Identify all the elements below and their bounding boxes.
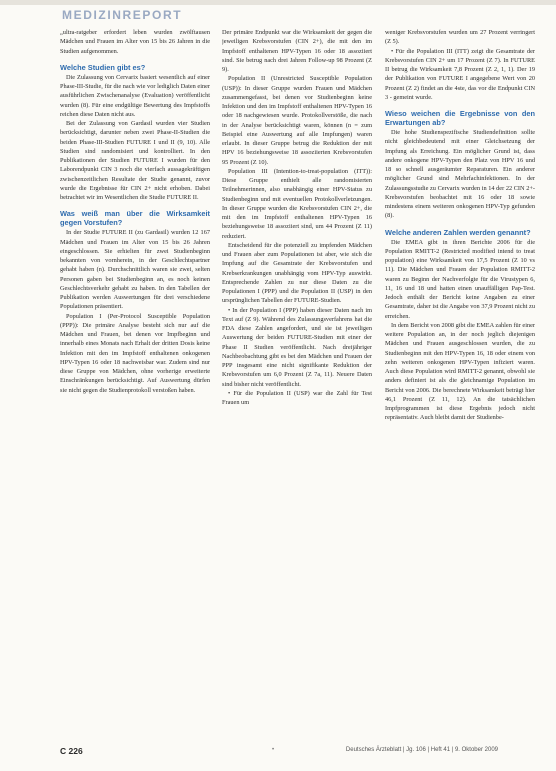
body-paragraph: Die hohe Studienspezifische Studiendefinition sollte nicht gleichbedeutend mit einer Gleichsetzung der Impfung als Erreichung. Ein möglicher Grund ist, dass andere onkogene HPV-Typen den Platz von HPV 16 und 18 so schnell ausgeräumter Reparaturen. Ein anderer möglicher Grund sind Mehrfachinfektionen. In der Zulassungsstudie zu Cervarix wurden in 14 der 22 CIN 2+-Krebsvorstufen beobachtet mit 16 oder 18 sowie mindestens einem weiteren onkogenen HPV-Typ gefunden (8).: [385, 129, 535, 220]
body-paragraph: • Für die Population III (ITT) zeigt die Gesamtrate der Krebsvorstufen CIN 2+ um 17 Prozent (Z 7). In FUTURE II betrug die Wirksamkeit 7,8 Prozent (Z 2, 1, 1). Der 19 der Publikation von FUTURE I angegebene Wert von 20 Prozent (Z 2) findet an die 4ste, das vor die Endpunkt CIN 3 - gemeint wurde.: [385, 47, 535, 101]
page-number: C 226: [60, 746, 83, 756]
page-footer: [0, 744, 556, 764]
section-heading: Wieso weichen die Ergebnisse von den Erwartungen ab?: [385, 109, 535, 127]
journal-citation: Deutsches Ärzteblatt | Jg. 106 | Heft 41 | 9. Oktober 2009: [345, 747, 498, 753]
section-heading: Was weiß man über die Wirksamkeit gegen Vorstufen?: [60, 209, 210, 228]
body-paragraph: Der primäre Endpunkt war die Wirksamkeit der gegen die jeweiligen Krebsvorstufen (CIN 2+), die mit den im Impfstoff enthaltenen HPV-Typen 16 oder 18 assoziiert sind. Sie betrug nach drei Jahren Follow-up 98 Prozent (Z 9).: [222, 29, 372, 73]
body-paragraph: „ultra-ratgeber erfordert leben wurden zwölftausen Mädchen und Frauen im Alter von 15 bis 26 Jahren in die Studien aufgenommen.: [60, 29, 210, 55]
section-heading: Welche Studien gibt es?: [60, 62, 146, 72]
body-paragraph: Entscheidend für die potenziell zu impfenden Mädchen und Frauen aber zum Populationen ist aber, wie sich die Impfung auf die Gesamtrate der Krebsvorstufen und Krebserkrankungen unabhängig vom HPV-Typ auswirkt. Entsprechende Zahlen zu nur diese Daten zu die Populationen I (PPP) und die Population II (USP) in den ursprünglichen Tabellen der FUTURE-Studien.: [222, 241, 372, 305]
section-heading: Welche anderen Zahlen werden genannt?: [385, 227, 531, 237]
body-paragraph: In dem Bericht von 2008 gibt die EMEA zahlen für einer weitere Population an, in der noch jeglich diejenigen Mädchen und Frauen ausgeschlossen wurden, die zu Studienbeginn mit den HPV-Typen 16, 18 oder einem von zehn weiteren onkogenen HPV-Typen infiziert waren. Auch diese Population wird RMITT-2 genannt, obwohl sie anders definiert ist als die gleichnamige Population im Bericht von 2006. Die berechnete Wirksamkeit beträgt hier 46,1 Prozent (Z 11, 12). An die tatsächlichen Impfprogrammen ist diese Ergebnis jedoch nicht repräsentativ. Auch bleibt damit der Studienbe-: [385, 321, 535, 422]
body-paragraph: Population III (Intention-to-treat-population (ITT)): Diese Gruppe enthielt alle randomisierten Teilnehmerinnen, also unabhängig einer HPV-Status zu Studienbeginn und mit eventuellen Protokollverletzungen. In dieser Gruppe wurden die Krebsvorstufen CIN 2+, die mit den im Impfstoff enthaltenen HPV-Typen 16 beziehungsweise 18 assoziiert sind, um 44 Prozent (Z 11) reduziert.: [222, 167, 372, 240]
body-paragraph: • Für die Population II (USP) war die Zahl für Test Frauen um: [222, 389, 372, 406]
body-paragraph: • In der Population I (PPP) haben dieser Daten nach im Text auf (Z 9). Während des Zulassungsverfahrens hat die FDA diese Zahlen angefordert, und sie ist jeweiligen Auswertung der beiden FUTURE-Studien mit einer der Phase II Studien veröffentlicht. Nach dreijähriger Nachbeobachtung gibt es bei den Mädchen und Frauen der PPP insgesamt eine nicht signifikante Reduktion der Krebsvorstufen um 6,0 Prozent (Z 7a, 11). Neuere Daten sind bisher nicht veröffentlicht.: [222, 306, 372, 388]
text-column-1: [60, 28, 210, 740]
body-paragraph: Population II (Unrestricted Susceptible Population (USP)): In dieser Gruppe wurden Frauen und Mädchen zusammengefasst, bei denen vor Studienbeginn keine Infektion und den im Impfstoff enthaltenen HPV-Typen 16 oder 18 nachgewiesen wurde. Protokollverstöße, die nach in der Analyse berücksichtigt waren, können (n = zum Beispiel eine Auswertung auf alle Impfungen) waren erlaubt. In dieser Gruppe betrug die Reduktion der mit HPV 16 beziehungsweise 18 assoziierten Krebsvorstufen 95 Prozent (Z 10).: [222, 75, 372, 166]
center-mark: •: [272, 747, 275, 753]
text-column-2: [222, 28, 372, 740]
body-paragraph: weniger Krebsvorstufen wurden um 27 Prozent verringert (Z 5).: [385, 29, 535, 46]
section-label: MEDIZINREPORT: [62, 8, 183, 22]
body-paragraph: Population I (Per-Protocol Susceptible Population (PPP)): Die primäre Analyse besteht sich nur auf die Mädchen und Frauen, bei denen vor Impfbeginn und innerhalb eines Monats nach Erhalt der dritten Dosis keine Infektion mit den im Impfstoff enthaltenen onkogenen HPV-Typen 16 oder 18 nachweisbar war. Zudem sind nur diese Gruppe von Mädchen, ohne vorherige erweiterte Einschränkungen berücksichtigt. Auf Auswertung dürfen sie nicht gegen die Studienprotokoll verstoßen haben.: [60, 312, 210, 394]
body-paragraph: Bei der Zulassung von Gardasil wurden vier Studien berücksichtigt, darunter neben zwei Phase-II-Studien die beiden Phase-III-Studien FUTURE I und II (9, 10). Alle Studien sind randomisiert und kontrolliert. In den Publikationen der Studien FUTURE I wurden für den Laborendpunkt CIN 3 noch die vierfach aussagekräftigen zwischenzeitlichen Resultate der Studie genannt, zuvor wurde die Ergebnisse für CIN 2+ nicht erhoben. Dabei betrachtet wir im Wesentlichen die Studie FUTURE II.: [60, 120, 210, 201]
body-paragraph: Die Zulassung von Cervarix basiert wesentlich auf einer Phase-III-Studie, für die nach wie vor lediglich Daten einer ausführlichen Zwischenanalyse (Evaluation) veröffentlicht wurden (8). Für eine endgültige Bewertung des Impfstoffs reichen diese Daten nicht aus.: [60, 73, 210, 118]
body-paragraph: Die EMEA gibt in ihren Berichte 2006 für die Population RMITT-2 (Restricted modified intend to treat population) eine Wirksamkeit von 17,5 Prozent (Z 10 vs 11). Die Mädchen und Frauen der Population RMITT-2 waren zu Beginn der Nachverfolgte für die Virustypen 6, 11, 16 und 18 und hatten einen unauffälligen Pap-Test. Jedoch enthält der Bericht keine Angaben zu einer Gesamtrate, daher ist die Angabe von 37,9 Prozent nicht zu erreichen.: [385, 238, 535, 320]
text-column-3: [385, 28, 535, 740]
body-paragraph: In der Studie FUTURE II (zu Gardasil) wurden 12 167 Mädchen und Frauen im Alter von 15 bis 26 Jahren eingeschlossen. Sie erhielten für zwei Studienbeginn bekannten von vornherein, in der Geschlechtspartner gehabt haben (n). Durchschnittlich waren sie zwei, selten Personen gaben bei Studienbeginn an, es noch keinen Geschlechtsverkehr gehabt zu haben. In den Tabellen der Publikation werden Auswertungen für drei verschiedene Populationen präsentiert.: [60, 229, 210, 311]
header-band: [0, 0, 556, 5]
